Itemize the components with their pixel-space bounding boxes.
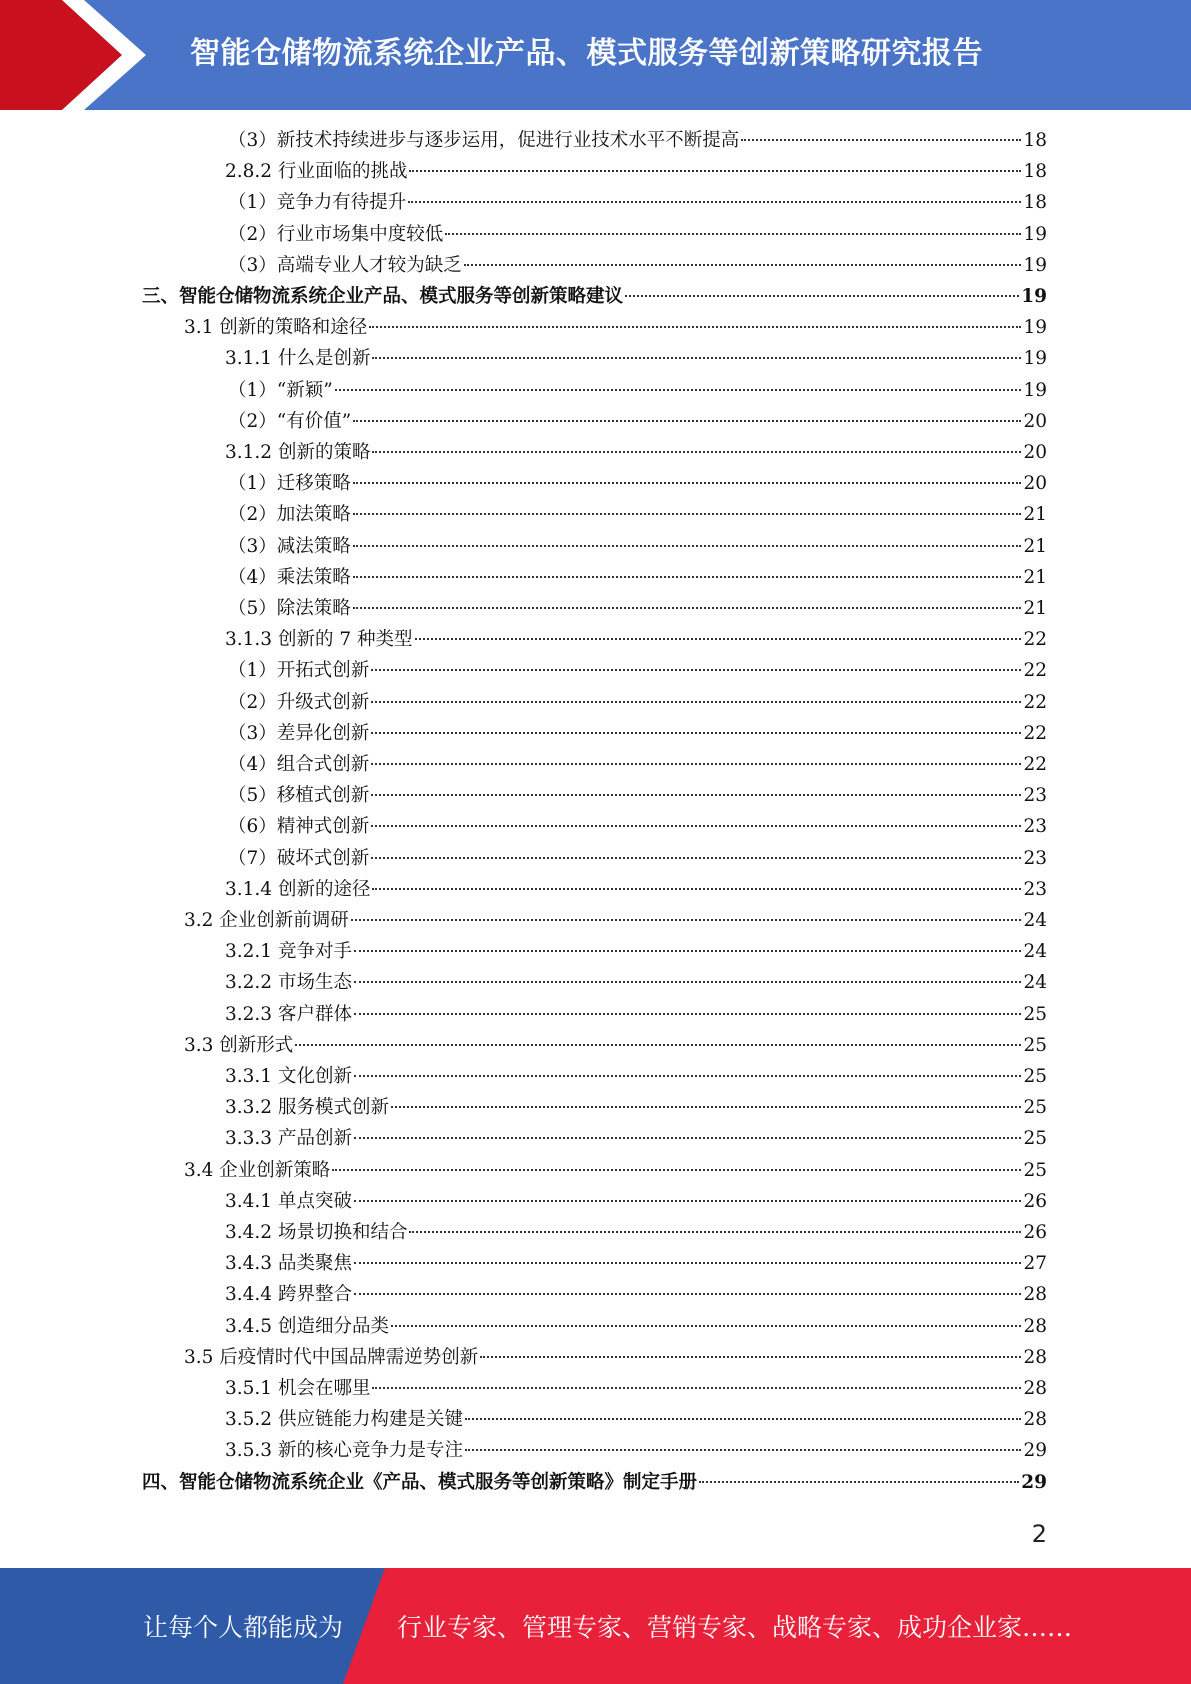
toc-leader-dots [353,482,1022,484]
toc-leader-dots [371,701,1021,703]
toc-entry-page: 22 [1023,691,1047,713]
toc-entry-page: 24 [1023,941,1047,963]
toc-entry-label: 四、智能仓储物流系统企业《产品、模式服务等创新策略》制定手册 [142,1471,698,1493]
toc-entry-label: （4）组合式创新 [228,754,370,775]
toc-entry-page: 28 [1023,1284,1047,1306]
toc-leader-dots [371,763,1021,765]
toc-entry-label: （4）乘法策略 [228,566,351,588]
toc-leader-dots [480,1356,1021,1358]
toc-entry-page: 22 [1023,629,1047,651]
toc-entry[interactable] [228,500,1047,530]
toc-entry[interactable] [225,1218,1047,1248]
toc-leader-dots [354,1200,1022,1202]
page-footer [0,1568,1191,1684]
toc-leader-dots [445,233,1021,235]
toc-leader-dots [372,888,1021,890]
toc-entry-page: 26 [1023,1222,1047,1243]
toc-entry-page: 21 [1023,504,1047,526]
toc-entry-page: 19 [1023,223,1047,245]
toc-entry-label: 2.8.2 行业面临的挑战 [225,161,408,183]
toc-entry-label: 3.1.4 创新的途径 [225,878,371,900]
toc-leader-dots [408,201,1021,203]
toc-leader-dots [353,607,1022,609]
toc-leader-dots [354,1262,1022,1264]
toc-leader-dots [353,576,1022,578]
toc-entry-label: （1）竞争力有待提升 [228,192,407,214]
toc-entry-page: 19 [1023,317,1047,339]
toc-leader-dots [465,1418,1021,1420]
toc-leader-dots [354,1137,1022,1139]
toc-entry-label: （1）开拓式创新 [228,660,370,682]
toc-entry-page: 23 [1023,847,1047,869]
toc-entry-label: （3）新技术持续进步与逐步运用，促进行业技术水平不断提高 [228,130,740,151]
toc-leader-dots [415,638,1022,640]
toc-entry[interactable] [225,1405,1047,1435]
toc-entry-label: （2）行业市场集中度较低 [228,223,444,245]
toc-entry-page: 28 [1023,1346,1047,1368]
toc-entry[interactable] [225,1249,1047,1279]
toc-entry-label: （2）升级式创新 [228,691,370,713]
toc-entry[interactable] [225,968,1047,998]
toc-leader-dots [372,357,1021,359]
toc-entry-label: （1）迁移策略 [228,473,351,495]
toc-entry[interactable] [142,282,1047,312]
toc-leader-dots [335,389,1022,391]
toc-leader-dots [295,1044,1021,1046]
toc-entry-label: （7）破坏式创新 [228,847,370,869]
toc-entry-page: 22 [1023,754,1047,775]
toc-leader-dots [371,732,1021,734]
toc-entry[interactable] [225,1436,1047,1466]
toc-entry-page: 25 [1023,1097,1047,1119]
toc-leader-dots [354,1075,1022,1077]
toc-entry-label: （5）除法策略 [228,598,351,619]
toc-entry-page: 28 [1023,1409,1047,1431]
toc-entry-label: 3.2 企业创新前调研 [184,910,349,931]
toc-entry-label: 3.4.5 创造细分品类 [225,1315,389,1337]
toc-entry-label: （1）“新颖” [228,379,333,401]
toc-leader-dots [391,1325,1021,1327]
toc-entry-label: 3.3 创新形式 [184,1034,294,1056]
toc-entry-page: 29 [1021,1471,1047,1493]
toc-entry[interactable] [228,656,1047,686]
footer-slogan-right: 行业专家、管理专家、营销专家、战略专家、成功企业家…… [397,1613,1073,1642]
toc-entry[interactable] [142,1468,1047,1498]
toc-entry-page: 19 [1023,254,1047,276]
toc-entry[interactable] [225,1187,1047,1217]
toc-leader-dots [354,1013,1022,1015]
toc-entry[interactable] [225,937,1047,967]
toc-entry[interactable] [228,781,1047,811]
toc-entry[interactable] [225,1312,1047,1342]
toc-entry[interactable] [184,1031,1047,1061]
toc-leader-dots [371,669,1021,671]
report-title: 智能仓储物流系统企业产品、模式服务等创新策略研究报告 [190,36,983,71]
toc-entry[interactable] [225,344,1047,374]
toc-entry-label: 3.2.1 竞争对手 [225,941,352,963]
toc-entry-label: （2）“有价值” [228,410,352,432]
toc-entry-page: 21 [1023,598,1047,619]
toc-entry[interactable] [184,313,1047,343]
toc-entry-page: 28 [1023,1315,1047,1337]
toc-entry-page: 26 [1023,1190,1047,1212]
toc-entry-page: 20 [1023,410,1047,432]
toc-leader-dots [464,264,1022,266]
toc-entry-label: 3.3.2 服务模式创新 [225,1097,389,1119]
toc-entry[interactable] [228,469,1047,499]
toc-entry-label: 3.1 创新的策略和途径 [184,317,368,339]
toc-leader-dots [372,1387,1021,1389]
toc-entry-label: 3.2.3 客户群体 [225,1003,352,1025]
toc-leader-dots [369,326,1021,328]
toc-entry-label: （5）移植式创新 [228,785,370,807]
toc-entry[interactable] [228,532,1047,562]
toc-entry[interactable] [228,719,1047,749]
toc-leader-dots [354,981,1022,983]
toc-entry-label: 3.5 后疫情时代中国品牌需逆势创新 [184,1346,479,1368]
toc-leader-dots [625,295,1019,297]
toc-entry[interactable] [228,563,1047,593]
toc-entry-page: 25 [1023,1034,1047,1056]
toc-entry[interactable] [228,812,1047,842]
toc-leader-dots [371,857,1021,859]
toc-leader-dots [354,950,1022,952]
toc-entry[interactable] [184,1156,1047,1186]
toc-entry-page: 21 [1023,535,1047,557]
toc-entry-label: 3.4.2 场景切换和结合 [225,1222,408,1243]
toc-entry-label: （3）差异化创新 [228,722,370,744]
toc-entry-label: 3.3.3 产品创新 [225,1128,352,1150]
page-number: 2 [1031,1520,1047,1548]
toc-entry-page: 18 [1023,192,1047,214]
toc-entry-label: 3.4.4 跨界整合 [225,1284,352,1306]
footer-slogan-left: 让每个人都能成为 [143,1613,344,1642]
toc-entry-page: 19 [1023,379,1047,401]
toc-entry-page: 25 [1023,1159,1047,1181]
toc-leader-dots [351,919,1022,921]
toc-entry-page: 18 [1023,161,1047,183]
toc-leader-dots [354,1293,1022,1295]
toc-leader-dots [409,170,1021,172]
toc-entry[interactable] [228,188,1047,218]
toc-leader-dots [391,1106,1021,1108]
toc-leader-dots [465,1449,1021,1451]
toc-entry-page: 22 [1023,660,1047,682]
toc-entry[interactable] [228,376,1047,406]
toc-entry[interactable] [225,625,1047,655]
toc-entry[interactable] [228,688,1047,718]
toc-entry[interactable] [228,126,1047,156]
toc-entry-label: （3）高端专业人才较为缺乏 [228,254,462,276]
toc-entry[interactable] [228,750,1047,780]
toc-entry-page: 29 [1023,1440,1047,1462]
toc-entry-page: 25 [1023,1128,1047,1150]
toc-entry[interactable] [228,407,1047,437]
toc-entry[interactable] [225,157,1047,187]
toc-entry-label: （3）减法策略 [228,535,351,557]
toc-entry-page: 22 [1023,722,1047,744]
toc-entry[interactable] [184,906,1047,936]
toc-entry-page: 24 [1023,972,1047,994]
toc-entry[interactable] [228,844,1047,874]
toc-leader-dots [741,139,1021,141]
toc-entry[interactable] [225,1374,1047,1404]
toc-entry-label: 3.4.1 单点突破 [225,1190,352,1212]
toc-entry-label: （6）精神式创新 [228,816,370,838]
toc-entry[interactable] [228,251,1047,281]
toc-entry-label: 3.1.1 什么是创新 [225,348,371,370]
toc-entry-page: 19 [1023,348,1047,370]
toc-entry-page: 21 [1023,566,1047,588]
toc-leader-dots [371,825,1021,827]
toc-entry-page: 25 [1023,1003,1047,1025]
toc-leader-dots [409,1231,1021,1233]
toc-entry-label: 3.5.2 供应链能力构建是关键 [225,1409,463,1431]
toc-entry-page: 20 [1023,473,1047,495]
toc-entry[interactable] [225,438,1047,468]
toc-entry-label: 3.5.1 机会在哪里 [225,1378,371,1399]
toc-entry-label: 3.1.3 创新的 7 种类型 [225,629,413,651]
toc-leader-dots [353,513,1022,515]
toc-entry[interactable] [184,1343,1047,1373]
toc-entry-label: （2）加法策略 [228,504,351,526]
toc-leader-dots [372,451,1021,453]
toc-entry-label: 3.4 企业创新策略 [184,1159,331,1181]
toc-entry-label: 3.2.2 市场生态 [225,972,352,994]
toc-entry[interactable] [225,1093,1047,1123]
toc-leader-dots [332,1169,1021,1171]
toc-entry-label: 3.3.1 文化创新 [225,1066,352,1087]
toc-entry[interactable] [225,1280,1047,1310]
toc-leader-dots [371,794,1021,796]
toc-entry[interactable] [225,875,1047,905]
toc-leader-dots [353,545,1022,547]
toc-entry-page: 23 [1023,878,1047,900]
toc-entry[interactable] [228,594,1047,624]
page-header [0,0,1191,110]
toc-leader-dots [699,1481,1019,1483]
toc-entry-page: 23 [1023,816,1047,838]
toc-entry-label: 3.4.3 品类聚焦 [225,1253,352,1275]
toc-entry-page: 18 [1023,130,1047,151]
toc-entry-page: 23 [1023,785,1047,807]
toc-entry-page: 24 [1023,910,1047,931]
toc-entry-label: 3.1.2 创新的策略 [225,442,371,463]
toc-entry[interactable] [225,1124,1047,1154]
toc-entry-label: 3.5.3 新的核心竞争力是专注 [225,1440,463,1462]
toc-leader-dots [353,420,1021,422]
toc-entry-page: 27 [1023,1253,1047,1275]
toc-entry[interactable] [225,1062,1047,1092]
toc-entry-page: 25 [1023,1066,1047,1087]
toc-entry[interactable] [228,220,1047,250]
toc-entry-page: 28 [1023,1378,1047,1399]
toc-entry[interactable] [225,1000,1047,1030]
toc-entry-page: 20 [1023,442,1047,463]
toc-entry-label: 三、智能仓储物流系统企业产品、模式服务等创新策略建议 [142,286,624,307]
toc-entry-page: 19 [1021,286,1047,307]
